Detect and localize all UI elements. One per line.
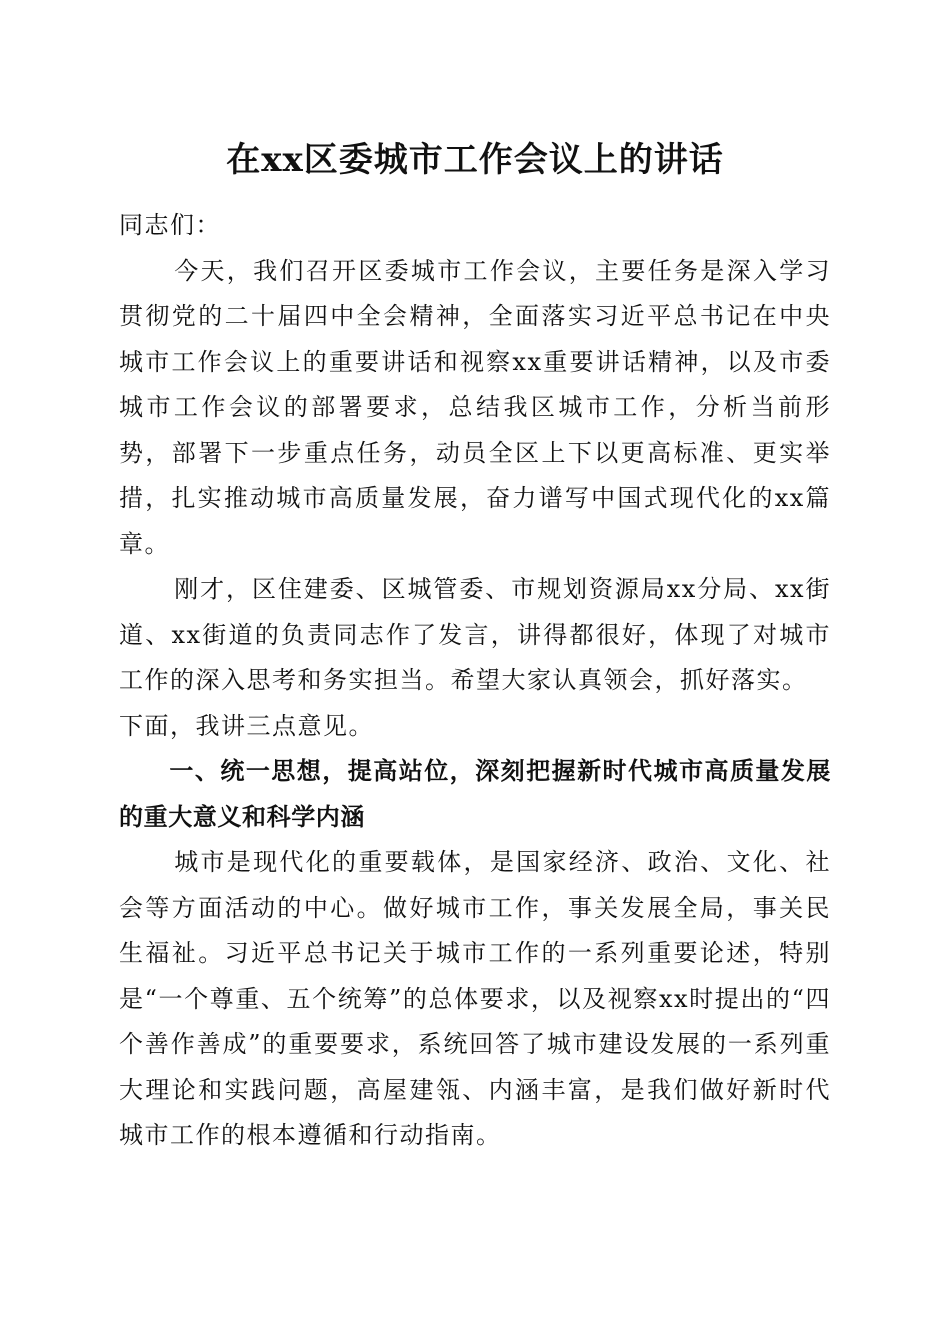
document-body (119, 203, 831, 1159)
opening-paragraph: 今天，我们召开区委城市工作会议，主要任务是深入学习贯彻党的二十届四中全会精神，全面落实习近平总书记在中央城市工作会议上的重要讲话和视察xx重要讲话精神，以及市委城市工作会议的部署要求，总结我区城市工作，分析当前形势，部署下一步重点任务，动员全区上下以更高标准、更实举措，扎实推动城市高质量发展，奋力谱写中国式现代化的xx篇章。 (119, 256, 831, 558)
speakers-paragraph: 刚才，区住建委、区城管委、市规划资源局xx分局、xx街道、xx街道的负责同志作了发言，讲得都很好，体现了对城市工作的深入思考和务实担当。希望大家认真领会，抓好落实。 (119, 575, 831, 694)
section-paragraph: 城市是现代化的重要载体，是国家经济、政治、文化、社会等方面活动的中心。做好城市工作，事关发展全局，事关民生福祉。习近平总书记关于城市工作的一系列重要论述，特别是“一个尊重、五个统筹”的总体要求，以及视察xx时提出的“四个善作善成”的重要要求，系统回答了城市建设发展的一系列重大理论和实践问题，高屋建瓴、内涵丰富，是我们做好新时代城市工作的根本遵循和行动指南。 (119, 848, 831, 1149)
salutation: 同志们： (119, 211, 221, 239)
transition-line: 下面，我讲三点意见。 (119, 711, 374, 740)
section-heading: 一、统一思想，提高站位，深刻把握新时代城市高质量发展的重大意义和科学内涵 (119, 757, 831, 831)
document-title: 在xx区委城市工作会议上的讲话 (226, 140, 724, 180)
